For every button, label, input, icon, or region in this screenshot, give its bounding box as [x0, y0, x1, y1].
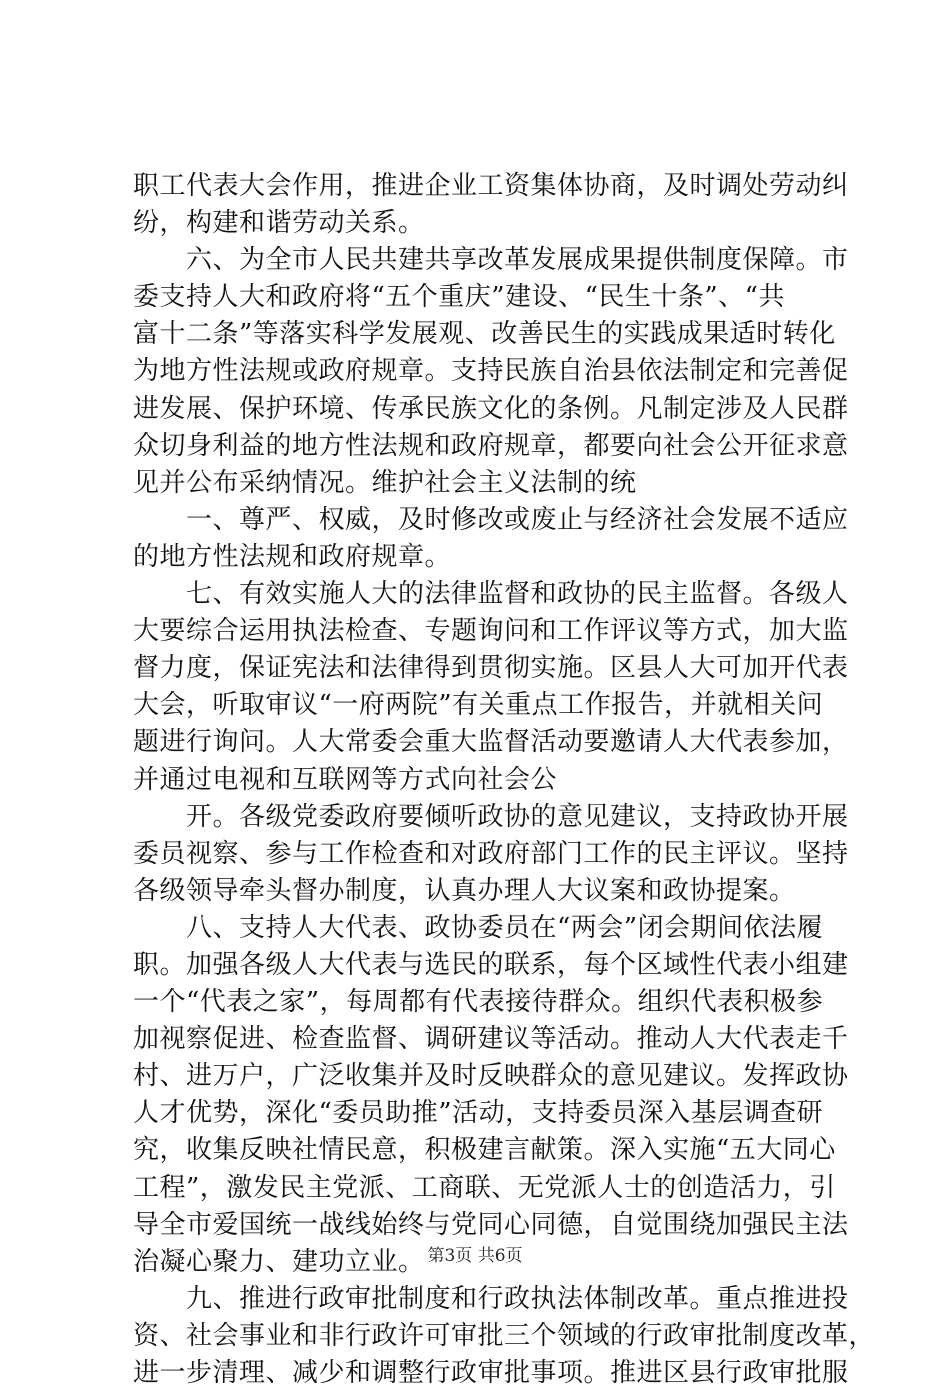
text-line: 七、有效实施人大的法律监督和政协的民主监督。各级人 — [133, 579, 849, 610]
text-line: 职工代表大会作用，推进企业工资集体协商，及时调处劳动纠 — [133, 171, 849, 201]
text-line: 进发展、保护环境、传承民族文化的条例。凡制定涉及人民群 — [133, 393, 849, 424]
text-line: 为地方性法规或政府规章。支持民族自治县依法制定和完善促 — [133, 356, 849, 387]
text-line: 大要综合运用执法检查、专题询问和工作评议等方式，加大监 — [133, 616, 849, 647]
text-line: 导全市爱国统一战线始终与党同心同德，自觉围绕加强民主法 — [133, 1209, 849, 1240]
text-line: 纷，构建和谐劳动关系。 — [133, 208, 425, 239]
text-line: 见并公布采纳情况。维护社会主义法制的统 — [133, 467, 637, 498]
text-line: 督力度，保证宪法和法律得到贯彻实施。区县人大可加开代表 — [133, 653, 849, 684]
text-line: 一个“代表之家”，每周都有代表接待群众。组织代表积极参 — [133, 987, 824, 1018]
text-line: 各级领导牵头督办制度，认真办理人大议案和政协提案。 — [133, 875, 796, 906]
page-number-footer: 第3页 共6页 — [427, 1246, 523, 1266]
text-line: 工程”，激发民主党派、工商联、无党派人士的创造活力，引 — [133, 1172, 836, 1203]
text-line: 职。加强各级人大代表与选民的联系，每个区域性代表小组建 — [133, 949, 849, 980]
text-line: 众切身利益的地方性法规和政府规章，都要向社会公开征求意 — [133, 430, 849, 461]
text-line: 人才优势，深化“委员助推”活动，支持委员深入基层调查研 — [133, 1098, 824, 1129]
text-line: 富十二条”等落实科学发展观、改善民生的实践成果适时转化 — [133, 319, 836, 350]
text-line: 一、尊严、权威，及时修改或废止与经济社会发展不适应 — [133, 504, 849, 535]
text-line: 进一步清理、减少和调整行政审批事项。推进区县行政审批服 — [133, 1358, 849, 1388]
text-line: 村、进万户，广泛收集并及时反映群众的意见建议。发挥政协 — [133, 1061, 849, 1092]
text-line: 八、支持人大代表、政协委员在“两会”闭会期间依法履 — [133, 912, 824, 943]
text-line: 并通过电视和互联网等方式向社会公 — [133, 764, 558, 795]
text-line: 九、推进行政审批制度和行政执法体制改革。重点推进投 — [133, 1283, 849, 1314]
text-line: 治凝心聚力、建功立业。 — [133, 1246, 425, 1277]
text-line: 题进行询问。人大常委会重大监督活动要邀请人大代表参加， — [133, 727, 849, 758]
document-body — [133, 168, 876, 1392]
text-line: 究，收集反映社情民意，积极建言献策。深入实施“五大同心 — [133, 1135, 836, 1166]
text-line: 开。各级党委政府要倾听政协的意见建议，支持政协开展 — [133, 801, 849, 832]
text-line: 委员视察、参与工作检查和对政府部门工作的民主评议。坚持 — [133, 838, 849, 869]
text-line: 加视察促进、检查监督、调研建议等活动。推动人大代表走千 — [133, 1024, 849, 1055]
text-line: 资、社会事业和非行政许可审批三个领域的行政审批制度改革， — [133, 1320, 876, 1351]
text-line: 委支持人大和政府将“五个重庆”建设、“民生十条”、“共 — [133, 282, 785, 313]
text-line: 的地方性法规和政府规章。 — [133, 541, 452, 572]
text-line: 六、为全市人民共建共享改革发展成果提供制度保障。市 — [133, 245, 849, 276]
text-line: 大会，听取审议“一府两院”有关重点工作报告，并就相关问 — [133, 690, 824, 721]
